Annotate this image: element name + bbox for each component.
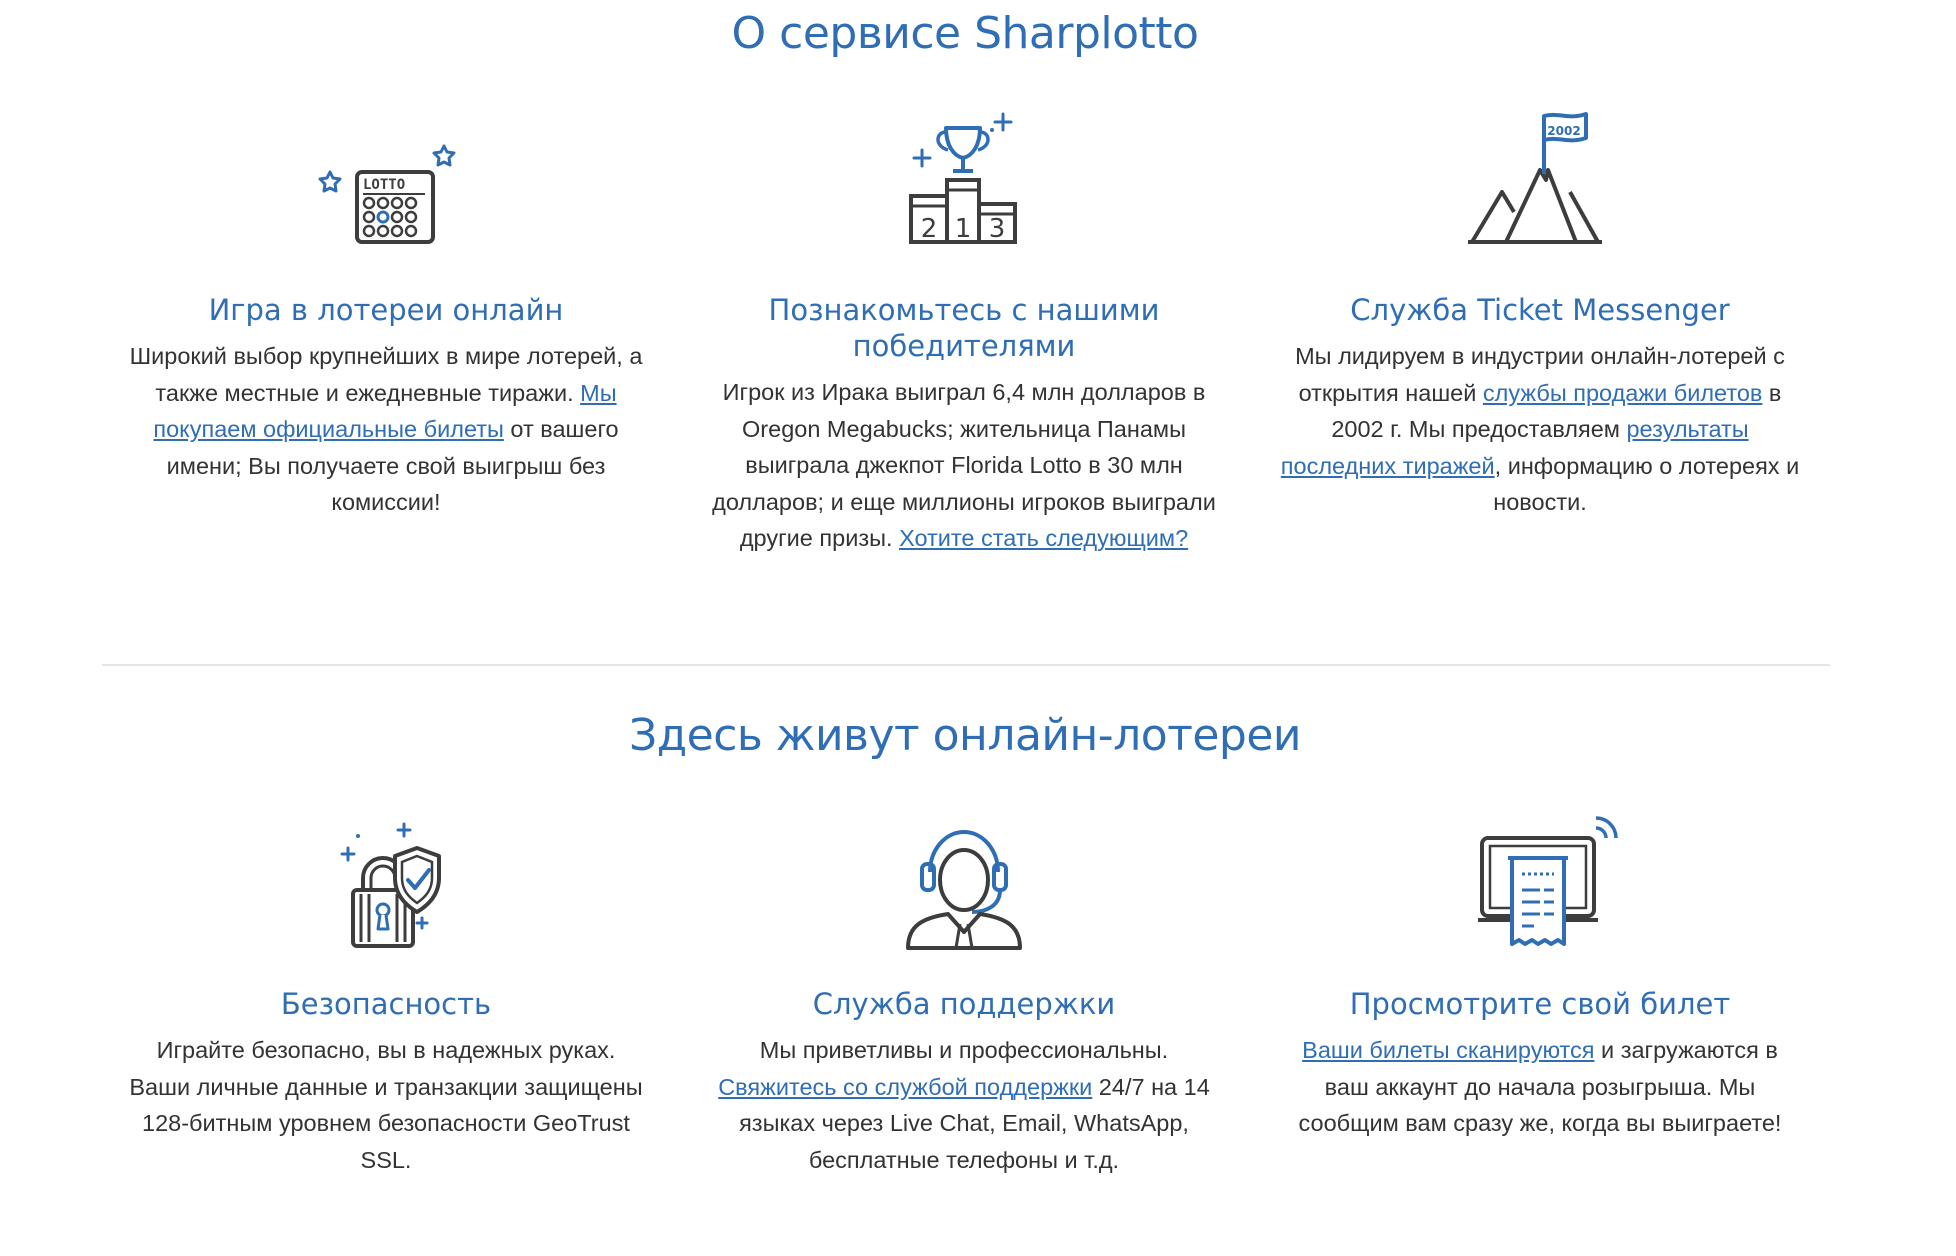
card-support	[704, 806, 1224, 1206]
ticket-scanner-icon	[1280, 806, 1800, 956]
card-text-part: Мы лидируем в индустрии онлайн-лотерей с открытия нашей	[1295, 343, 1785, 406]
be-next-winner-link[interactable]: Хотите стать следующим?	[899, 525, 1189, 551]
mountain-flag-icon	[1280, 100, 1800, 250]
podium-number: 3	[988, 214, 1006, 244]
card-view-ticket	[1280, 806, 1800, 1206]
about-section-title: О сервисе Sharplotto	[731, 8, 1199, 59]
card-title: Безопасность	[280, 987, 492, 1021]
card-title: Служба Ticket Messenger	[1350, 293, 1730, 327]
contact-support-link[interactable]: Свяжитесь со службой поддержки	[718, 1073, 1093, 1100]
card-text-part: Играйте безопасно, вы в надежных руках. Ваши личные данные и транзакции защищены 128-битным уровнем безопасности GeoTrust SSL.	[129, 1037, 643, 1173]
lotto-ticket-icon	[126, 100, 646, 250]
home-section-title: Здесь живут онлайн-лотереи	[629, 710, 1301, 761]
card-title: Игра в лотереи онлайн	[208, 293, 564, 327]
card-text-part: 24/7 на 14 языках через Live Chat, Email, WhatsApp, бесплатные телефоны и т.д.	[739, 1073, 1210, 1173]
tickets-scanned-link[interactable]: Ваши билеты сканируются	[1302, 1037, 1595, 1063]
podium-number: 2	[920, 214, 938, 244]
trophy-podium-icon	[704, 100, 1224, 250]
card-text-part: Игрок из Ирака выиграл 6,4 млн долларов в Oregon Megabucks; жительница Панамы выиграла джекпот Florida Lotto в 30 млн долларов; и еще миллионы игроков выиграли другие призы.	[712, 379, 1216, 551]
card-text	[704, 1032, 1224, 1178]
ticket-service-link[interactable]: службы продажи билетов	[1482, 379, 1763, 406]
card-winners	[704, 100, 1224, 600]
card-text	[126, 338, 646, 521]
section-divider	[102, 664, 1830, 666]
card-text-part: в 2002 г. Мы предоставляем	[1331, 379, 1782, 442]
card-online-lotteries	[126, 100, 646, 520]
podium-number: 1	[954, 214, 972, 244]
card-title: Познакомьтесь с нашими победителями	[768, 293, 1160, 363]
latest-results-link[interactable]: результаты последних тиражей	[1280, 416, 1749, 479]
padlock-shield-icon	[126, 806, 646, 956]
card-text	[1280, 1032, 1800, 1142]
card-title: Просмотрите свой билет	[1349, 987, 1731, 1021]
card-text-part: Мы приветливы и профессиональны.	[759, 1037, 1169, 1063]
card-text-part: Широкий выбор крупнейших в мире лотерей, а также местные и ежедневные тиражи.	[129, 343, 643, 406]
card-text	[126, 1032, 646, 1178]
official-tickets-link[interactable]: Мы покупаем официальные билеты	[153, 379, 617, 442]
flag-year-text: 2002	[1547, 124, 1581, 138]
card-security	[126, 806, 646, 1206]
card-text-part: , информацию о лотереях и новости.	[1493, 452, 1800, 515]
card-text	[1280, 338, 1800, 521]
lotto-ticket-text: LOTTO	[363, 177, 406, 193]
card-text	[704, 374, 1224, 557]
card-title: Служба поддержки	[812, 987, 1116, 1021]
card-text-part: от вашего имени; Вы получаете свой выигрыш без комиссии!	[166, 416, 619, 515]
card-text-part: и загружаются в ваш аккаунт до начала розыгрыша. Мы сообщим вам сразу же, когда вы выиграете!	[1298, 1037, 1782, 1136]
support-headset-icon	[704, 806, 1224, 956]
card-ticket-messenger	[1280, 100, 1800, 520]
